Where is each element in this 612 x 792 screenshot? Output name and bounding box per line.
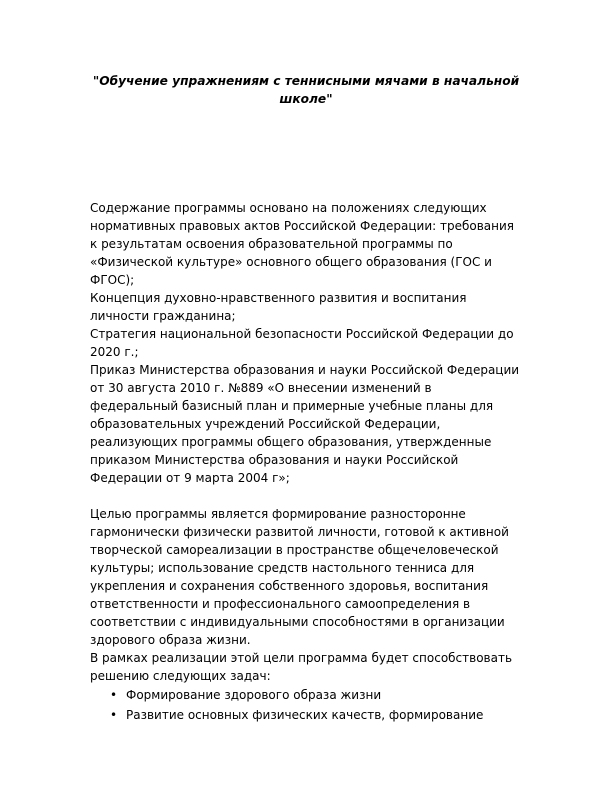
text-line: «Физической культуре» основного общего образования (ГОС и xyxy=(90,255,492,269)
text-line: к результатам освоения образовательной программы по xyxy=(90,237,453,251)
text-line: Содержание программы основано на положениях следующих xyxy=(90,201,487,215)
text-line: укрепления и сохранения собственного здоровья, воспитания xyxy=(90,579,489,593)
title-line: школе" xyxy=(279,92,333,106)
text-line: 2020 г.; xyxy=(90,345,139,359)
text-line: приказом Министерства образования и науки Российской xyxy=(90,453,459,467)
text-line: образовательных учреждений Российской Федерации, xyxy=(90,417,441,431)
text-line: Стратегия национальной безопасности Российской Федерации до xyxy=(90,327,514,341)
bullet-icon: • xyxy=(110,688,118,702)
list-item-text: Развитие основных физических качеств, формирование xyxy=(126,708,484,722)
text-line: Федерации от 9 марта 2004 г»; xyxy=(90,471,290,485)
text-line: В рамках реализации этой цели программа будет способствовать xyxy=(90,651,513,665)
paragraph-gap xyxy=(90,487,530,505)
paragraph-goal xyxy=(90,505,530,685)
list-item xyxy=(90,685,530,705)
text-line: ФГОС); xyxy=(90,273,135,287)
title-line: "Обучение упражнениям с теннисными мячами в начальной xyxy=(92,74,520,88)
tasks-list xyxy=(90,685,530,725)
text-line: ответственности и профессионального самоопределения в xyxy=(90,597,471,611)
text-line: от 30 августа 2010 г. №889 «О внесении изменений в xyxy=(90,381,432,395)
text-line: творческой самореализации в пространстве общечеловеческой xyxy=(90,543,499,557)
text-line: здорового образа жизни. xyxy=(90,633,251,647)
text-line: реализующих программы общего образования, утвержденные xyxy=(90,435,492,449)
text-line: нормативных правовых актов Российской Федерации: требования xyxy=(90,219,515,233)
document-title xyxy=(80,72,532,108)
paragraph-legal-basis xyxy=(90,199,530,487)
text-line: соответствии с индивидуальными способностями в организации xyxy=(90,615,505,629)
bullet-icon: • xyxy=(110,708,118,722)
list-item-text: Формирование здорового образа жизни xyxy=(126,688,382,702)
text-line: федеральный базисный план и примерные учебные планы для xyxy=(90,399,494,413)
text-line: гармонически физически развитой личности, готовой к активной xyxy=(90,525,509,539)
document-body xyxy=(90,199,530,725)
text-line: Приказ Министерства образования и науки Российской Федерации xyxy=(90,363,520,377)
text-line: Целью программы является формирование разносторонне xyxy=(90,507,466,521)
text-line: Концепция духовно-нравственного развития и воспитания xyxy=(90,291,467,305)
list-item xyxy=(90,705,530,725)
text-line: личности гражданина; xyxy=(90,309,236,323)
text-line: культуры; использование средств настольного тенниса для xyxy=(90,561,475,575)
text-line: решению следующих задач: xyxy=(90,669,271,683)
